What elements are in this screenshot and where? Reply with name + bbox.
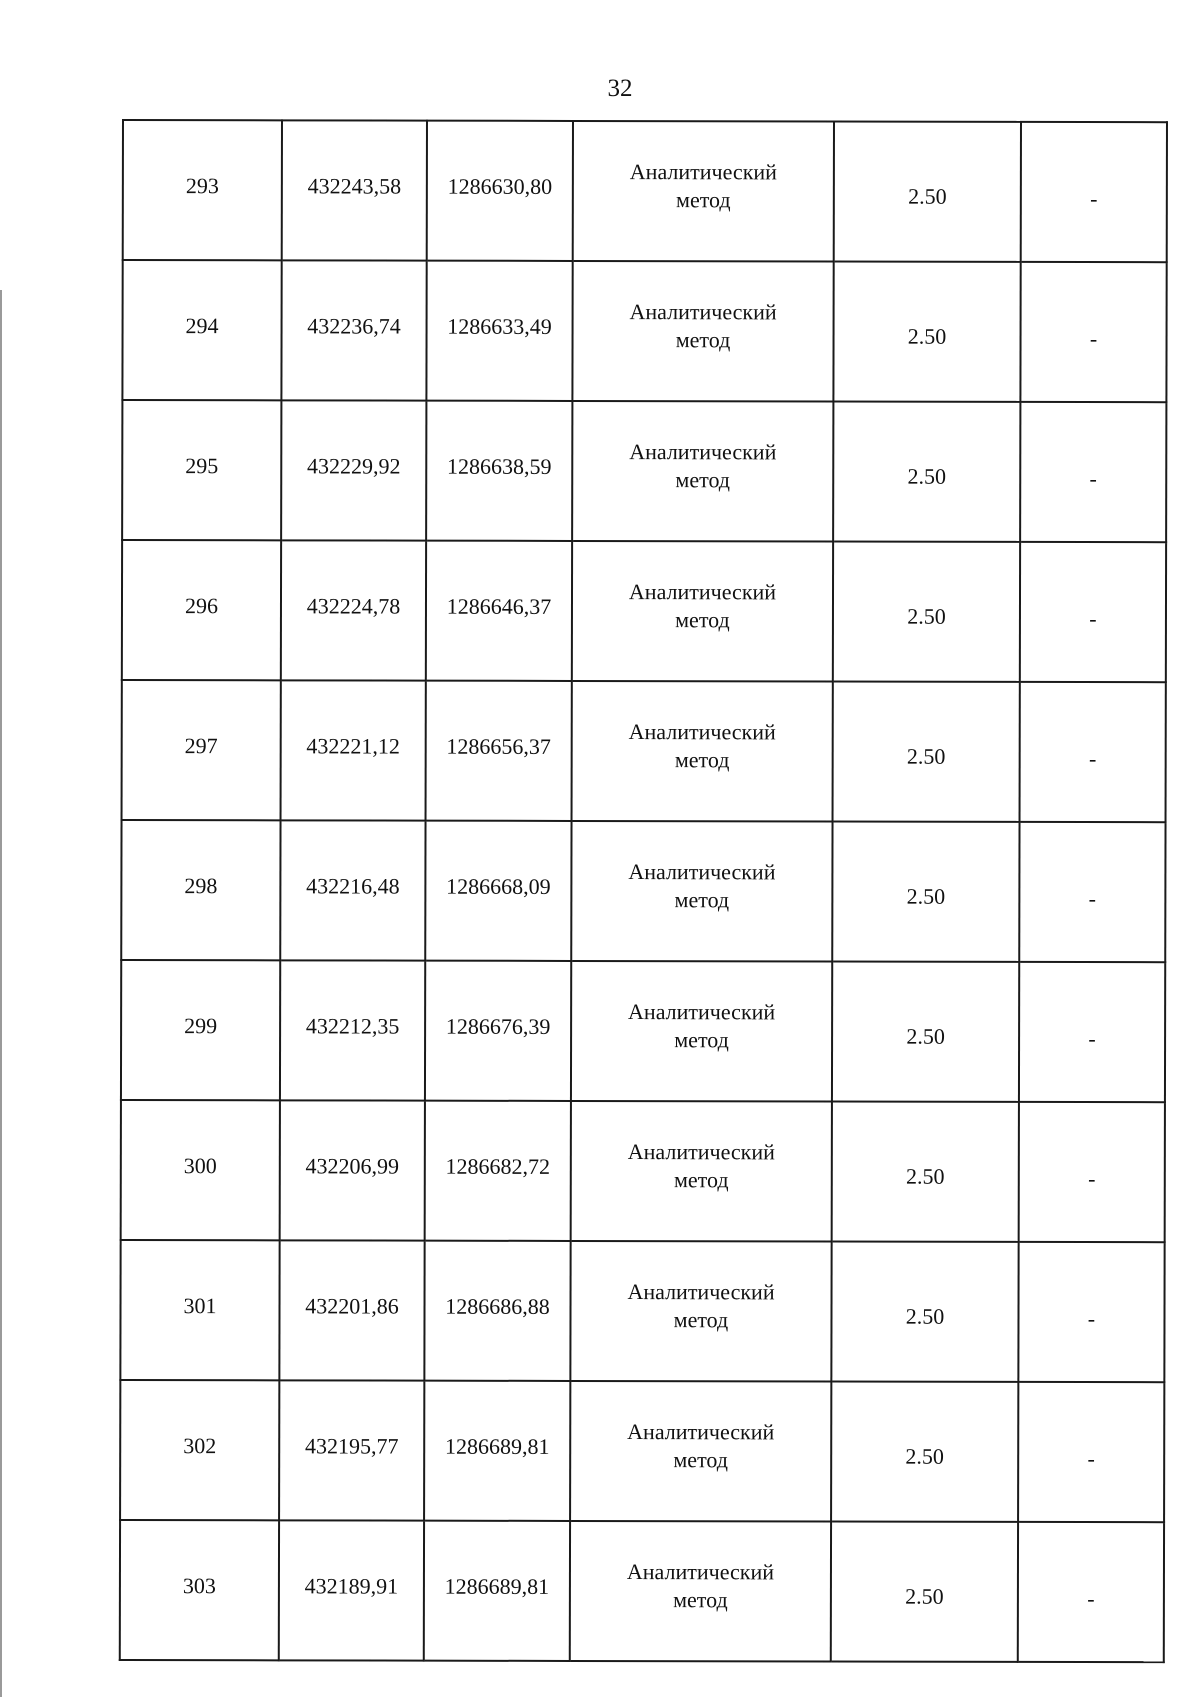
accuracy-cell: 2.50	[834, 121, 1021, 261]
point-number-cell: 298	[121, 820, 280, 960]
table-row	[122, 680, 1166, 822]
point-number-cell: 301	[120, 1240, 279, 1380]
method-line-1: Аналитический	[627, 1419, 775, 1445]
note-cell: -	[1020, 682, 1166, 822]
method-line-1: Аналитический	[627, 1139, 775, 1165]
accuracy-cell: 2.50	[833, 261, 1020, 401]
x-coordinate-cell: 432229,92	[281, 400, 426, 540]
method-cell	[572, 261, 833, 402]
method-line-1: Аналитический	[628, 999, 776, 1025]
table-row	[122, 400, 1166, 542]
method-line-2: метод	[673, 1587, 728, 1613]
method-line-2: метод	[674, 887, 730, 913]
table-row	[121, 960, 1165, 1102]
accuracy-cell: 2.50	[832, 821, 1019, 961]
accuracy-cell: 2.50	[832, 1101, 1019, 1241]
y-coordinate-cell: 1286638,59	[426, 401, 572, 541]
x-coordinate-cell: 432236,74	[281, 260, 426, 400]
method-line-1: Аналитический	[628, 579, 777, 605]
y-coordinate-cell: 1286676,39	[425, 961, 571, 1101]
note-cell: -	[1019, 1102, 1165, 1242]
method-line-2: метод	[673, 1447, 729, 1473]
method-line-1: Аналитический	[628, 719, 776, 745]
method-line-1: Аналитический	[629, 159, 777, 185]
accuracy-cell: 2.50	[833, 681, 1020, 821]
method-line-2: метод	[673, 1307, 729, 1333]
method-line-2: метод	[673, 1167, 729, 1193]
scan-edge-line	[0, 290, 2, 1697]
method-cell	[572, 541, 833, 682]
table-row	[123, 120, 1167, 262]
point-number-cell: 303	[120, 1520, 279, 1660]
method-line-2: метод	[676, 187, 731, 213]
x-coordinate-cell: 432243,58	[282, 120, 427, 260]
page-number: 32	[607, 75, 633, 102]
table-row	[122, 260, 1166, 402]
note-cell: -	[1020, 542, 1166, 682]
x-coordinate-cell: 432212,35	[280, 960, 425, 1100]
accuracy-cell: 2.50	[831, 1521, 1018, 1661]
table-row	[120, 1240, 1164, 1382]
table-row	[122, 540, 1166, 682]
note-cell: -	[1019, 962, 1165, 1102]
table-row	[120, 1380, 1164, 1522]
accuracy-cell: 2.50	[833, 401, 1020, 541]
method-line-2: метод	[675, 607, 730, 633]
method-cell	[572, 401, 833, 542]
note-cell: -	[1020, 262, 1166, 402]
method-line-2: метод	[675, 467, 731, 493]
method-cell	[571, 961, 832, 1102]
y-coordinate-cell: 1286633,49	[426, 261, 572, 401]
method-cell	[573, 121, 834, 262]
point-number-cell: 297	[122, 680, 281, 820]
y-coordinate-cell: 1286689,81	[424, 1521, 570, 1661]
method-line-1: Аналитический	[626, 1559, 775, 1585]
x-coordinate-cell: 432195,77	[279, 1380, 424, 1520]
method-line-2: метод	[674, 1027, 729, 1053]
note-cell: -	[1020, 402, 1166, 542]
y-coordinate-cell: 1286630,80	[427, 121, 573, 261]
y-coordinate-cell: 1286686,88	[424, 1241, 570, 1381]
method-line-1: Аналитический	[628, 859, 776, 885]
method-cell	[572, 681, 833, 822]
point-number-cell: 294	[122, 260, 281, 400]
accuracy-cell: 2.50	[833, 541, 1020, 681]
point-number-cell: 302	[120, 1380, 279, 1520]
method-line-1: Аналитический	[629, 299, 777, 325]
x-coordinate-cell: 432206,99	[280, 1100, 425, 1240]
note-cell: -	[1019, 822, 1165, 962]
note-cell: -	[1021, 122, 1167, 262]
x-coordinate-cell: 432201,86	[279, 1240, 424, 1380]
y-coordinate-cell: 1286689,81	[424, 1381, 570, 1521]
method-cell	[570, 1381, 831, 1522]
method-line-1: Аналитический	[629, 439, 777, 465]
point-number-cell: 296	[122, 540, 281, 680]
note-cell: -	[1018, 1522, 1164, 1662]
point-number-cell: 299	[121, 960, 280, 1100]
y-coordinate-cell: 1286668,09	[425, 821, 571, 961]
y-coordinate-cell: 1286646,37	[426, 541, 572, 681]
table-row	[120, 1520, 1164, 1662]
accuracy-cell: 2.50	[832, 961, 1019, 1101]
y-coordinate-cell: 1286682,72	[425, 1101, 571, 1241]
table-row	[121, 820, 1165, 962]
x-coordinate-cell: 432224,78	[281, 540, 426, 680]
x-coordinate-cell: 432221,12	[281, 680, 426, 820]
coordinates-table-body	[120, 120, 1167, 1662]
note-cell: -	[1018, 1242, 1164, 1382]
method-line-1: Аналитический	[627, 1279, 775, 1305]
note-cell: -	[1018, 1382, 1164, 1522]
accuracy-cell: 2.50	[831, 1381, 1018, 1521]
point-number-cell: 293	[123, 120, 282, 260]
method-cell	[571, 821, 832, 962]
method-line-2: метод	[675, 327, 731, 353]
coordinates-table	[119, 119, 1168, 1663]
x-coordinate-cell: 432189,91	[279, 1520, 424, 1660]
x-coordinate-cell: 432216,48	[280, 820, 425, 960]
accuracy-cell: 2.50	[831, 1241, 1018, 1381]
y-coordinate-cell: 1286656,37	[426, 681, 572, 821]
method-line-2: метод	[674, 747, 730, 773]
method-cell	[571, 1101, 832, 1242]
table-row	[121, 1100, 1165, 1242]
point-number-cell: 295	[122, 400, 281, 540]
method-cell	[570, 1521, 831, 1662]
method-cell	[570, 1241, 831, 1382]
point-number-cell: 300	[121, 1100, 280, 1240]
